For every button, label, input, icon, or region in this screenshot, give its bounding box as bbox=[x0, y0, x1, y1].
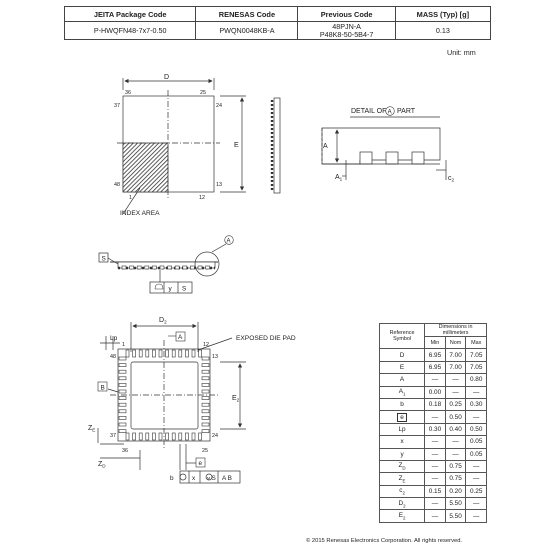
top-view bbox=[117, 78, 246, 214]
bottom-pin-37: 37 bbox=[110, 433, 116, 439]
dim-nom: 7.00 bbox=[445, 361, 466, 373]
table-row bbox=[380, 349, 487, 361]
side-view-vertical bbox=[272, 98, 280, 193]
dim-min: 0.15 bbox=[425, 485, 446, 497]
index-area-label: INDEX AREA bbox=[120, 210, 160, 217]
table-row bbox=[380, 374, 487, 386]
pin-pad bbox=[168, 266, 172, 269]
dim-min: — bbox=[425, 411, 446, 423]
bottom-pin-13: 13 bbox=[212, 354, 218, 360]
bottom-x-label: x bbox=[192, 475, 196, 482]
dim-max: — bbox=[466, 473, 487, 485]
pin-pad bbox=[202, 390, 209, 393]
value-previous: 48PJN-A P48K8-50-5B4-7 bbox=[298, 22, 395, 40]
pin-36: 36 bbox=[125, 90, 131, 96]
bottom-pin-12: 12 bbox=[203, 342, 209, 348]
pin-pad bbox=[130, 266, 134, 269]
pin-pad bbox=[152, 266, 156, 269]
table-row bbox=[380, 361, 487, 373]
pin-pad bbox=[202, 377, 209, 380]
dim-symbol: b bbox=[380, 398, 425, 410]
pin-13: 13 bbox=[216, 182, 222, 188]
pin-pad bbox=[119, 370, 126, 373]
pin-pad bbox=[159, 350, 162, 357]
pin-24: 24 bbox=[216, 103, 222, 109]
pin-pad bbox=[126, 350, 129, 357]
pin-pad bbox=[133, 433, 136, 440]
pin-pad bbox=[159, 433, 162, 440]
table-row bbox=[380, 423, 487, 435]
bottom-pin-48: 48 bbox=[110, 354, 116, 360]
dim-max: — bbox=[466, 460, 487, 472]
dim-symbol: Lp bbox=[380, 423, 425, 435]
table-row bbox=[380, 436, 487, 448]
pin-pad bbox=[166, 350, 169, 357]
pin-pad bbox=[119, 364, 126, 367]
pin-pad bbox=[119, 410, 126, 413]
pin-pad bbox=[119, 403, 126, 406]
bottom-pin-1: 1 bbox=[122, 342, 125, 348]
dim-symbol: $Z_D$ bbox=[380, 460, 425, 472]
dim-nom: 0.50 bbox=[445, 411, 466, 423]
bottom-pin-24: 24 bbox=[212, 433, 218, 439]
dimensions-header: Dimensions in millimeters bbox=[425, 324, 487, 337]
dim-nom: — bbox=[445, 448, 466, 460]
pin-25: 25 bbox=[200, 90, 206, 96]
dim-nom: 0.25 bbox=[445, 398, 466, 410]
copyright: © 2015 Renesas Electronics Corporation. All rights reserved. bbox=[306, 538, 463, 544]
header-renesas: RENESAS Code bbox=[196, 7, 298, 22]
dim-min: — bbox=[425, 498, 446, 510]
pin-pad bbox=[126, 433, 129, 440]
side-s-label: S bbox=[101, 255, 106, 263]
dim-symbol: E bbox=[380, 361, 425, 373]
bottom-m-label: M bbox=[207, 476, 211, 481]
pin-12: 12 bbox=[199, 195, 205, 201]
pin-pad bbox=[202, 370, 209, 373]
dim-symbol: A bbox=[380, 374, 425, 386]
pin-pad bbox=[199, 433, 202, 440]
pin-pad bbox=[202, 403, 209, 406]
min-header: Min bbox=[425, 337, 446, 349]
header-jeita: JEITA Package Code bbox=[65, 7, 196, 22]
exposed-die-pad-label: EXPOSED DIE PAD bbox=[236, 335, 296, 342]
max-header: Max bbox=[466, 337, 487, 349]
detail-a1-label: $A_1$ bbox=[335, 174, 343, 182]
dim-nom: 5.50 bbox=[445, 510, 466, 522]
pin-pad bbox=[202, 397, 209, 400]
pin-pad bbox=[199, 350, 202, 357]
table-row bbox=[380, 510, 487, 522]
dim-nom: 0.20 bbox=[445, 485, 466, 497]
pin-pad bbox=[202, 410, 209, 413]
bottom-a-box: A bbox=[178, 334, 183, 341]
dim-symbol: $E_2$ bbox=[380, 510, 425, 522]
pin-pad bbox=[202, 364, 209, 367]
dim-symbol: $A_1$ bbox=[380, 386, 425, 398]
dim-max: 7.05 bbox=[466, 349, 487, 361]
detail-title-post: PART bbox=[397, 108, 416, 115]
pin-pad bbox=[192, 433, 195, 440]
dim-symbol: y bbox=[380, 448, 425, 460]
dim-max: 0.05 bbox=[466, 448, 487, 460]
table-row bbox=[380, 448, 487, 460]
ref-symbol-header: Reference Symbol bbox=[380, 324, 425, 349]
pin-pad bbox=[146, 350, 149, 357]
dim-min: 6.95 bbox=[425, 349, 446, 361]
value-renesas: PWQN0048KB-A bbox=[196, 22, 298, 40]
dim-min: — bbox=[425, 510, 446, 522]
bottom-b-label: b bbox=[170, 475, 174, 482]
pin-pad bbox=[202, 383, 209, 386]
pin-pad bbox=[139, 350, 142, 357]
pin-pad bbox=[152, 350, 155, 357]
bottom-d2-label: $D_2$ bbox=[159, 317, 167, 325]
dim-max: 0.05 bbox=[466, 436, 487, 448]
table-row bbox=[380, 485, 487, 497]
dim-min: — bbox=[425, 374, 446, 386]
pin-pad bbox=[119, 390, 126, 393]
table-row bbox=[380, 460, 487, 472]
top-d-label: D bbox=[164, 74, 170, 81]
detail-circle-letter: A bbox=[387, 109, 392, 116]
dim-min: — bbox=[425, 460, 446, 472]
pin-pad bbox=[145, 266, 149, 269]
bottom-view bbox=[98, 322, 246, 483]
side-circle-a: A bbox=[226, 238, 231, 245]
pin-pad bbox=[119, 430, 126, 433]
header-previous: Previous Code bbox=[298, 7, 395, 22]
bottom-lp-label: Lp bbox=[110, 335, 118, 342]
dim-max: 0.50 bbox=[466, 423, 487, 435]
pin-pad bbox=[202, 430, 209, 433]
pin-pad bbox=[119, 377, 126, 380]
pin-pad bbox=[139, 433, 142, 440]
pin-pad bbox=[183, 266, 187, 269]
pin-pad bbox=[119, 416, 126, 419]
dim-min: — bbox=[425, 448, 446, 460]
pin-pad bbox=[172, 350, 175, 357]
bottom-pin-25: 25 bbox=[202, 448, 208, 454]
dim-max: 7.05 bbox=[466, 361, 487, 373]
value-mass: 0.13 bbox=[395, 22, 490, 40]
pin-1: 1 bbox=[129, 195, 132, 201]
dim-min: 0.00 bbox=[425, 386, 446, 398]
dim-max: 0.25 bbox=[466, 485, 487, 497]
dim-nom: 5.50 bbox=[445, 498, 466, 510]
pin-pad bbox=[202, 357, 209, 360]
pin-pad bbox=[137, 266, 141, 269]
pin-pad bbox=[179, 350, 182, 357]
detail-c2-label: $c_2$ bbox=[448, 175, 455, 183]
pin-pad bbox=[206, 266, 210, 269]
dim-max: — bbox=[466, 510, 487, 522]
dim-min: 0.30 bbox=[425, 423, 446, 435]
side-y-label: y bbox=[168, 285, 172, 293]
dim-min: 0.18 bbox=[425, 398, 446, 410]
top-e-label: E bbox=[234, 142, 239, 149]
pin-48: 48 bbox=[114, 182, 120, 188]
pin-pad bbox=[198, 266, 202, 269]
bottom-s-label: S bbox=[211, 475, 216, 482]
detail-a-label: A bbox=[323, 143, 328, 150]
bottom-ab-label: A B bbox=[222, 475, 232, 482]
pin-pad bbox=[166, 433, 169, 440]
pin-pad bbox=[185, 433, 188, 440]
dim-nom: — bbox=[445, 374, 466, 386]
pin-pad bbox=[122, 266, 126, 269]
nom-header: Nom bbox=[445, 337, 466, 349]
dim-symbol: e bbox=[380, 411, 425, 423]
pin-pad bbox=[172, 433, 175, 440]
pin-pad bbox=[175, 266, 179, 269]
bottom-e2-label: $E_2$ bbox=[232, 395, 240, 403]
dim-nom: 0.75 bbox=[445, 473, 466, 485]
dim-min: — bbox=[425, 473, 446, 485]
bottom-ze-label: $Z_E$ bbox=[88, 425, 96, 433]
bottom-b-box: B bbox=[100, 384, 105, 392]
detail-title-pre: DETAIL OF bbox=[351, 108, 387, 115]
dim-min: — bbox=[425, 436, 446, 448]
side-s2-label: S bbox=[182, 285, 187, 293]
detail-view bbox=[322, 117, 446, 180]
dim-symbol: $c_2$ bbox=[380, 485, 425, 497]
table-row bbox=[380, 498, 487, 510]
dim-nom: 0.40 bbox=[445, 423, 466, 435]
unit-label: Unit: mm bbox=[447, 48, 476, 57]
pin-pad bbox=[160, 266, 164, 269]
pin-pad bbox=[146, 433, 149, 440]
dim-max: 0.80 bbox=[466, 374, 487, 386]
pin-pad bbox=[190, 266, 194, 269]
dim-nom: 0.75 bbox=[445, 460, 466, 472]
pin-pad bbox=[119, 397, 126, 400]
pin-pad bbox=[202, 423, 209, 426]
table-row bbox=[380, 473, 487, 485]
dim-nom: 7.00 bbox=[445, 349, 466, 361]
pin-pad bbox=[133, 350, 136, 357]
dim-min: 6.95 bbox=[425, 361, 446, 373]
dim-nom: — bbox=[445, 386, 466, 398]
dim-max: — bbox=[466, 411, 487, 423]
bottom-pin-36: 36 bbox=[122, 448, 128, 454]
bottom-zd-label: $Z_D$ bbox=[98, 461, 106, 469]
pin-pad bbox=[119, 357, 126, 360]
header-mass: MASS (Typ) [g] bbox=[395, 7, 490, 22]
dim-max: — bbox=[466, 498, 487, 510]
pin-pad bbox=[152, 433, 155, 440]
dimensions-table bbox=[379, 323, 487, 523]
pin-pad bbox=[202, 416, 209, 419]
table-row bbox=[380, 386, 487, 398]
pin-37: 37 bbox=[114, 103, 120, 109]
pin-pad bbox=[119, 423, 126, 426]
dim-symbol: D bbox=[380, 349, 425, 361]
pin-pad bbox=[192, 350, 195, 357]
dim-nom: — bbox=[445, 436, 466, 448]
dim-symbol: $Z_E$ bbox=[380, 473, 425, 485]
dim-symbol: $D_2$ bbox=[380, 498, 425, 510]
dim-symbol: x bbox=[380, 436, 425, 448]
pin-pad bbox=[119, 383, 126, 386]
pin-pad bbox=[179, 433, 182, 440]
dim-max: 0.30 bbox=[466, 398, 487, 410]
value-jeita: P-HWQFN48-7x7-0.50 bbox=[65, 22, 196, 40]
table-row bbox=[380, 398, 487, 410]
pin-pad bbox=[185, 350, 188, 357]
dim-max: — bbox=[466, 386, 487, 398]
table-row bbox=[380, 411, 487, 423]
bottom-e-box: e bbox=[198, 460, 203, 467]
